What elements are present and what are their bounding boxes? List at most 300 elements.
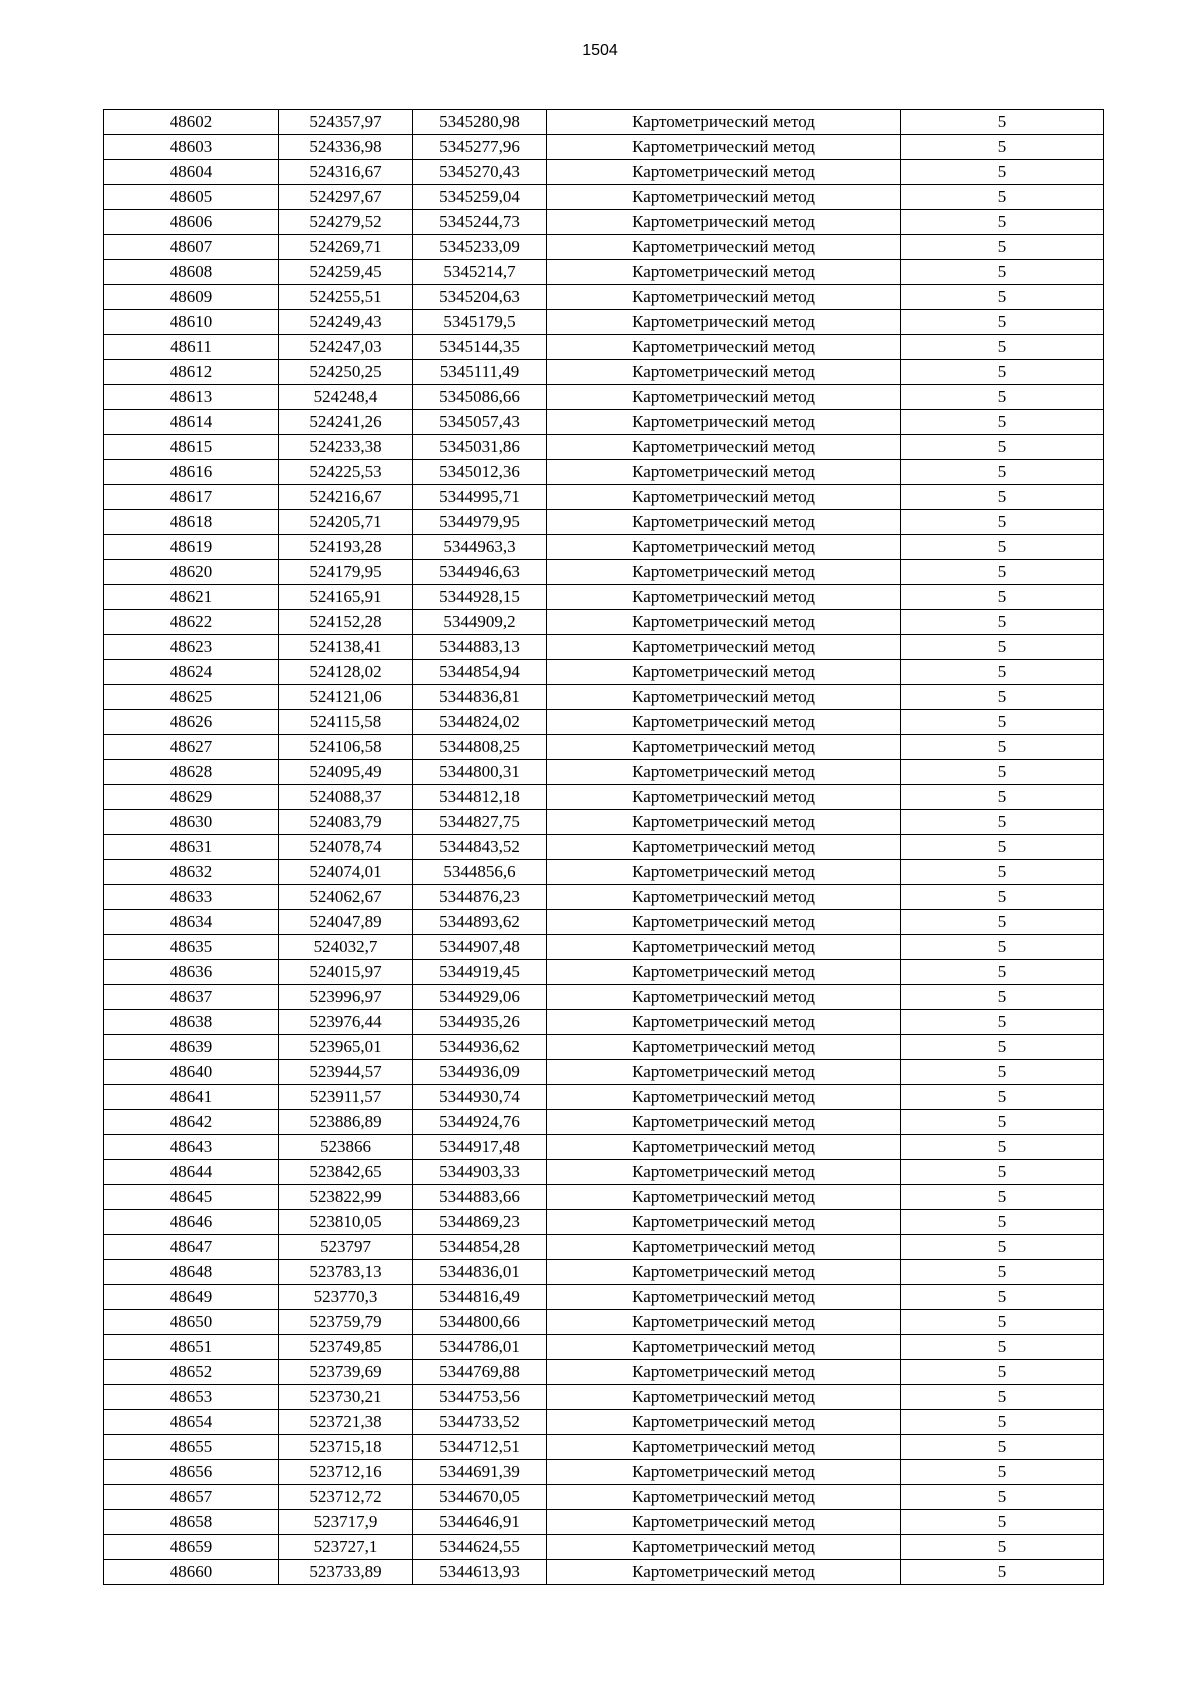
table-row — [104, 210, 1104, 235]
x-coordinate-cell: 524083,79 — [279, 810, 413, 835]
accuracy-cell: 5 — [901, 235, 1104, 260]
x-coordinate-cell: 523886,89 — [279, 1110, 413, 1135]
point-number-cell: 48621 — [104, 585, 279, 610]
y-coordinate-cell: 5344856,6 — [413, 860, 547, 885]
x-coordinate-cell: 524316,67 — [279, 160, 413, 185]
accuracy-cell: 5 — [901, 385, 1104, 410]
point-number-cell: 48631 — [104, 835, 279, 860]
x-coordinate-cell: 523712,72 — [279, 1485, 413, 1510]
method-cell: Картометрический метод — [547, 885, 901, 910]
method-cell: Картометрический метод — [547, 485, 901, 510]
point-number-cell: 48608 — [104, 260, 279, 285]
method-cell: Картометрический метод — [547, 1085, 901, 1110]
method-cell: Картометрический метод — [547, 110, 901, 135]
point-number-cell: 48623 — [104, 635, 279, 660]
method-cell: Картометрический метод — [547, 560, 901, 585]
y-coordinate-cell: 5345214,7 — [413, 260, 547, 285]
table-row — [104, 1335, 1104, 1360]
x-coordinate-cell: 524336,98 — [279, 135, 413, 160]
method-cell: Картометрический метод — [547, 510, 901, 535]
x-coordinate-cell: 523944,57 — [279, 1060, 413, 1085]
x-coordinate-cell: 523911,57 — [279, 1085, 413, 1110]
point-number-cell: 48660 — [104, 1560, 279, 1585]
page-number: 1504 — [582, 42, 618, 59]
y-coordinate-cell: 5344812,18 — [413, 785, 547, 810]
point-number-cell: 48639 — [104, 1035, 279, 1060]
accuracy-cell: 5 — [901, 560, 1104, 585]
point-number-cell: 48611 — [104, 335, 279, 360]
point-number-cell: 48603 — [104, 135, 279, 160]
accuracy-cell: 5 — [901, 985, 1104, 1010]
accuracy-cell: 5 — [901, 885, 1104, 910]
table-row — [104, 1385, 1104, 1410]
accuracy-cell: 5 — [901, 1435, 1104, 1460]
method-cell: Картометрический метод — [547, 1335, 901, 1360]
method-cell: Картометрический метод — [547, 285, 901, 310]
point-number-cell: 48625 — [104, 685, 279, 710]
accuracy-cell: 5 — [901, 1460, 1104, 1485]
y-coordinate-cell: 5344893,62 — [413, 910, 547, 935]
method-cell: Картометрический метод — [547, 235, 901, 260]
accuracy-cell: 5 — [901, 135, 1104, 160]
accuracy-cell: 5 — [901, 760, 1104, 785]
point-number-cell: 48612 — [104, 360, 279, 385]
x-coordinate-cell: 524138,41 — [279, 635, 413, 660]
point-number-cell: 48634 — [104, 910, 279, 935]
accuracy-cell: 5 — [901, 1310, 1104, 1335]
y-coordinate-cell: 5344753,56 — [413, 1385, 547, 1410]
method-cell: Картометрический метод — [547, 760, 901, 785]
point-number-cell: 48602 — [104, 110, 279, 135]
accuracy-cell: 5 — [901, 685, 1104, 710]
table-row — [104, 785, 1104, 810]
table-row — [104, 1485, 1104, 1510]
x-coordinate-cell: 523739,69 — [279, 1360, 413, 1385]
y-coordinate-cell: 5345012,36 — [413, 460, 547, 485]
x-coordinate-cell: 524115,58 — [279, 710, 413, 735]
x-coordinate-cell: 523730,21 — [279, 1385, 413, 1410]
table-row — [104, 135, 1104, 160]
y-coordinate-cell: 5344624,55 — [413, 1535, 547, 1560]
x-coordinate-cell: 524128,02 — [279, 660, 413, 685]
y-coordinate-cell: 5344946,63 — [413, 560, 547, 585]
point-number-cell: 48646 — [104, 1210, 279, 1235]
y-coordinate-cell: 5344979,95 — [413, 510, 547, 535]
x-coordinate-cell: 524357,97 — [279, 110, 413, 135]
x-coordinate-cell: 523996,97 — [279, 985, 413, 1010]
method-cell: Картометрический метод — [547, 1210, 901, 1235]
method-cell: Картометрический метод — [547, 360, 901, 385]
point-number-cell: 48640 — [104, 1060, 279, 1085]
point-number-cell: 48647 — [104, 1235, 279, 1260]
method-cell: Картометрический метод — [547, 335, 901, 360]
method-cell: Картометрический метод — [547, 1435, 901, 1460]
table-row — [104, 1510, 1104, 1535]
table-row — [104, 635, 1104, 660]
accuracy-cell: 5 — [901, 635, 1104, 660]
method-cell: Картометрический метод — [547, 1485, 901, 1510]
y-coordinate-cell: 5344883,13 — [413, 635, 547, 660]
y-coordinate-cell: 5344963,3 — [413, 535, 547, 560]
method-cell: Картометрический метод — [547, 935, 901, 960]
table-row — [104, 1310, 1104, 1335]
accuracy-cell: 5 — [901, 1560, 1104, 1585]
x-coordinate-cell: 524062,67 — [279, 885, 413, 910]
point-number-cell: 48609 — [104, 285, 279, 310]
method-cell: Картометрический метод — [547, 185, 901, 210]
table-row — [104, 460, 1104, 485]
y-coordinate-cell: 5345031,86 — [413, 435, 547, 460]
x-coordinate-cell: 523727,1 — [279, 1535, 413, 1560]
y-coordinate-cell: 5344883,66 — [413, 1185, 547, 1210]
accuracy-cell: 5 — [901, 110, 1104, 135]
x-coordinate-cell: 524248,4 — [279, 385, 413, 410]
table-row — [104, 1285, 1104, 1310]
x-coordinate-cell: 524121,06 — [279, 685, 413, 710]
method-cell: Картометрический метод — [547, 460, 901, 485]
accuracy-cell: 5 — [901, 485, 1104, 510]
point-number-cell: 48632 — [104, 860, 279, 885]
table-row — [104, 435, 1104, 460]
point-number-cell: 48627 — [104, 735, 279, 760]
accuracy-cell: 5 — [901, 310, 1104, 335]
y-coordinate-cell: 5345111,49 — [413, 360, 547, 385]
y-coordinate-cell: 5344854,94 — [413, 660, 547, 685]
y-coordinate-cell: 5345259,04 — [413, 185, 547, 210]
point-number-cell: 48652 — [104, 1360, 279, 1385]
accuracy-cell: 5 — [901, 1360, 1104, 1385]
method-cell: Картометрический метод — [547, 1010, 901, 1035]
method-cell: Картометрический метод — [547, 1410, 901, 1435]
table-row — [104, 185, 1104, 210]
point-number-cell: 48659 — [104, 1535, 279, 1560]
method-cell: Картометрический метод — [547, 735, 901, 760]
y-coordinate-cell: 5345270,43 — [413, 160, 547, 185]
table-row — [104, 1435, 1104, 1460]
table-row — [104, 760, 1104, 785]
table-row — [104, 1460, 1104, 1485]
point-number-cell: 48651 — [104, 1335, 279, 1360]
x-coordinate-cell: 523749,85 — [279, 1335, 413, 1360]
point-number-cell: 48624 — [104, 660, 279, 685]
point-number-cell: 48653 — [104, 1385, 279, 1410]
table-row — [104, 1210, 1104, 1235]
y-coordinate-cell: 5344816,49 — [413, 1285, 547, 1310]
method-cell: Картометрический метод — [547, 1285, 901, 1310]
x-coordinate-cell: 523715,18 — [279, 1435, 413, 1460]
coordinates-table-body — [104, 110, 1104, 1585]
accuracy-cell: 5 — [901, 710, 1104, 735]
accuracy-cell: 5 — [901, 285, 1104, 310]
point-number-cell: 48619 — [104, 535, 279, 560]
table-row — [104, 310, 1104, 335]
x-coordinate-cell: 524074,01 — [279, 860, 413, 885]
y-coordinate-cell: 5344935,26 — [413, 1010, 547, 1035]
table-row — [104, 960, 1104, 985]
x-coordinate-cell: 524250,25 — [279, 360, 413, 385]
method-cell: Картометрический метод — [547, 660, 901, 685]
method-cell: Картометрический метод — [547, 1035, 901, 1060]
y-coordinate-cell: 5345179,5 — [413, 310, 547, 335]
accuracy-cell: 5 — [901, 1510, 1104, 1535]
point-number-cell: 48622 — [104, 610, 279, 635]
point-number-cell: 48615 — [104, 435, 279, 460]
y-coordinate-cell: 5344712,51 — [413, 1435, 547, 1460]
table-row — [104, 1360, 1104, 1385]
x-coordinate-cell: 524249,43 — [279, 310, 413, 335]
y-coordinate-cell: 5344928,15 — [413, 585, 547, 610]
accuracy-cell: 5 — [901, 260, 1104, 285]
method-cell: Картометрический метод — [547, 1310, 901, 1335]
y-coordinate-cell: 5344909,2 — [413, 610, 547, 635]
accuracy-cell: 5 — [901, 960, 1104, 985]
y-coordinate-cell: 5344876,23 — [413, 885, 547, 910]
method-cell: Картометрический метод — [547, 435, 901, 460]
table-row — [104, 1185, 1104, 1210]
method-cell: Картометрический метод — [547, 610, 901, 635]
table-row — [104, 860, 1104, 885]
x-coordinate-cell: 524078,74 — [279, 835, 413, 860]
point-number-cell: 48606 — [104, 210, 279, 235]
point-number-cell: 48654 — [104, 1410, 279, 1435]
accuracy-cell: 5 — [901, 1135, 1104, 1160]
point-number-cell: 48638 — [104, 1010, 279, 1035]
point-number-cell: 48620 — [104, 560, 279, 585]
y-coordinate-cell: 5344800,31 — [413, 760, 547, 785]
accuracy-cell: 5 — [901, 660, 1104, 685]
accuracy-cell: 5 — [901, 1210, 1104, 1235]
method-cell: Картометрический метод — [547, 585, 901, 610]
method-cell: Картометрический метод — [547, 210, 901, 235]
y-coordinate-cell: 5344691,39 — [413, 1460, 547, 1485]
point-number-cell: 48630 — [104, 810, 279, 835]
x-coordinate-cell: 524247,03 — [279, 335, 413, 360]
method-cell: Картометрический метод — [547, 685, 901, 710]
table-row — [104, 810, 1104, 835]
accuracy-cell: 5 — [901, 435, 1104, 460]
method-cell: Картометрический метод — [547, 1460, 901, 1485]
y-coordinate-cell: 5344930,74 — [413, 1085, 547, 1110]
accuracy-cell: 5 — [901, 1385, 1104, 1410]
x-coordinate-cell: 524216,67 — [279, 485, 413, 510]
table-row — [104, 560, 1104, 585]
y-coordinate-cell: 5344936,09 — [413, 1060, 547, 1085]
table-row — [104, 385, 1104, 410]
x-coordinate-cell: 524165,91 — [279, 585, 413, 610]
x-coordinate-cell: 523717,9 — [279, 1510, 413, 1535]
table-row — [104, 360, 1104, 385]
point-number-cell: 48614 — [104, 410, 279, 435]
method-cell: Картометрический метод — [547, 785, 901, 810]
point-number-cell: 48645 — [104, 1185, 279, 1210]
method-cell: Картометрический метод — [547, 860, 901, 885]
point-number-cell: 48613 — [104, 385, 279, 410]
y-coordinate-cell: 5344827,75 — [413, 810, 547, 835]
accuracy-cell: 5 — [901, 535, 1104, 560]
point-number-cell: 48628 — [104, 760, 279, 785]
method-cell: Картометрический метод — [547, 135, 901, 160]
x-coordinate-cell: 523770,3 — [279, 1285, 413, 1310]
x-coordinate-cell: 523976,44 — [279, 1010, 413, 1035]
x-coordinate-cell: 524032,7 — [279, 935, 413, 960]
y-coordinate-cell: 5344670,05 — [413, 1485, 547, 1510]
accuracy-cell: 5 — [901, 1185, 1104, 1210]
method-cell: Картометрический метод — [547, 1560, 901, 1585]
method-cell: Картометрический метод — [547, 1185, 901, 1210]
table-row — [104, 260, 1104, 285]
x-coordinate-cell: 524269,71 — [279, 235, 413, 260]
y-coordinate-cell: 5345280,98 — [413, 110, 547, 135]
table-row — [104, 985, 1104, 1010]
x-coordinate-cell: 524193,28 — [279, 535, 413, 560]
table-row — [104, 1410, 1104, 1435]
table-row — [104, 910, 1104, 935]
y-coordinate-cell: 5344854,28 — [413, 1235, 547, 1260]
y-coordinate-cell: 5344824,02 — [413, 710, 547, 735]
table-row — [104, 1010, 1104, 1035]
y-coordinate-cell: 5344786,01 — [413, 1335, 547, 1360]
method-cell: Картометрический метод — [547, 1110, 901, 1135]
x-coordinate-cell: 523822,99 — [279, 1185, 413, 1210]
x-coordinate-cell: 524095,49 — [279, 760, 413, 785]
table-row — [104, 1160, 1104, 1185]
accuracy-cell: 5 — [901, 1110, 1104, 1135]
x-coordinate-cell: 524279,52 — [279, 210, 413, 235]
table-row — [104, 1035, 1104, 1060]
table-row — [104, 1260, 1104, 1285]
accuracy-cell: 5 — [901, 610, 1104, 635]
x-coordinate-cell: 524015,97 — [279, 960, 413, 985]
x-coordinate-cell: 523733,89 — [279, 1560, 413, 1585]
y-coordinate-cell: 5344808,25 — [413, 735, 547, 760]
y-coordinate-cell: 5344646,91 — [413, 1510, 547, 1535]
x-coordinate-cell: 524259,45 — [279, 260, 413, 285]
y-coordinate-cell: 5344924,76 — [413, 1110, 547, 1135]
accuracy-cell: 5 — [901, 460, 1104, 485]
coordinates-table — [103, 109, 1104, 1585]
method-cell: Картометрический метод — [547, 635, 901, 660]
y-coordinate-cell: 5344869,23 — [413, 1210, 547, 1235]
table-row — [104, 1110, 1104, 1135]
accuracy-cell: 5 — [901, 735, 1104, 760]
point-number-cell: 48617 — [104, 485, 279, 510]
point-number-cell: 48635 — [104, 935, 279, 960]
point-number-cell: 48607 — [104, 235, 279, 260]
table-row — [104, 410, 1104, 435]
y-coordinate-cell: 5344936,62 — [413, 1035, 547, 1060]
accuracy-cell: 5 — [901, 210, 1104, 235]
method-cell: Картометрический метод — [547, 1160, 901, 1185]
accuracy-cell: 5 — [901, 1010, 1104, 1035]
method-cell: Картометрический метод — [547, 260, 901, 285]
table-row — [104, 685, 1104, 710]
accuracy-cell: 5 — [901, 160, 1104, 185]
x-coordinate-cell: 523721,38 — [279, 1410, 413, 1435]
point-number-cell: 48618 — [104, 510, 279, 535]
y-coordinate-cell: 5345244,73 — [413, 210, 547, 235]
table-row — [104, 585, 1104, 610]
y-coordinate-cell: 5344843,52 — [413, 835, 547, 860]
accuracy-cell: 5 — [901, 185, 1104, 210]
x-coordinate-cell: 524297,67 — [279, 185, 413, 210]
x-coordinate-cell: 523783,13 — [279, 1260, 413, 1285]
point-number-cell: 48650 — [104, 1310, 279, 1335]
method-cell: Картометрический метод — [547, 1535, 901, 1560]
point-number-cell: 48644 — [104, 1160, 279, 1185]
accuracy-cell: 5 — [901, 585, 1104, 610]
point-number-cell: 48605 — [104, 185, 279, 210]
x-coordinate-cell: 524255,51 — [279, 285, 413, 310]
y-coordinate-cell: 5345144,35 — [413, 335, 547, 360]
y-coordinate-cell: 5345057,43 — [413, 410, 547, 435]
method-cell: Картометрический метод — [547, 910, 901, 935]
y-coordinate-cell: 5344733,52 — [413, 1410, 547, 1435]
table-row — [104, 1060, 1104, 1085]
table-row — [104, 285, 1104, 310]
point-number-cell: 48649 — [104, 1285, 279, 1310]
accuracy-cell: 5 — [901, 1235, 1104, 1260]
accuracy-cell: 5 — [901, 360, 1104, 385]
point-number-cell: 48656 — [104, 1460, 279, 1485]
table-row — [104, 835, 1104, 860]
accuracy-cell: 5 — [901, 1410, 1104, 1435]
x-coordinate-cell: 523842,65 — [279, 1160, 413, 1185]
x-coordinate-cell: 523797 — [279, 1235, 413, 1260]
y-coordinate-cell: 5344919,45 — [413, 960, 547, 985]
accuracy-cell: 5 — [901, 1485, 1104, 1510]
method-cell: Картометрический метод — [547, 310, 901, 335]
y-coordinate-cell: 5344907,48 — [413, 935, 547, 960]
x-coordinate-cell: 524241,26 — [279, 410, 413, 435]
x-coordinate-cell: 524106,58 — [279, 735, 413, 760]
accuracy-cell: 5 — [901, 810, 1104, 835]
method-cell: Картометрический метод — [547, 1385, 901, 1410]
table-row — [104, 110, 1104, 135]
x-coordinate-cell: 523965,01 — [279, 1035, 413, 1060]
table-row — [104, 335, 1104, 360]
accuracy-cell: 5 — [901, 1085, 1104, 1110]
method-cell: Картометрический метод — [547, 1235, 901, 1260]
method-cell: Картометрический метод — [547, 810, 901, 835]
x-coordinate-cell: 524225,53 — [279, 460, 413, 485]
point-number-cell: 48637 — [104, 985, 279, 1010]
x-coordinate-cell: 524088,37 — [279, 785, 413, 810]
method-cell: Картометрический метод — [547, 1260, 901, 1285]
x-coordinate-cell: 524179,95 — [279, 560, 413, 585]
table-row — [104, 610, 1104, 635]
table-row — [104, 885, 1104, 910]
accuracy-cell: 5 — [901, 1335, 1104, 1360]
point-number-cell: 48648 — [104, 1260, 279, 1285]
method-cell: Картометрический метод — [547, 535, 901, 560]
accuracy-cell: 5 — [901, 410, 1104, 435]
accuracy-cell: 5 — [901, 1060, 1104, 1085]
accuracy-cell: 5 — [901, 510, 1104, 535]
accuracy-cell: 5 — [901, 785, 1104, 810]
y-coordinate-cell: 5345233,09 — [413, 235, 547, 260]
y-coordinate-cell: 5344800,66 — [413, 1310, 547, 1335]
point-number-cell: 48655 — [104, 1435, 279, 1460]
table-row — [104, 1085, 1104, 1110]
y-coordinate-cell: 5345086,66 — [413, 385, 547, 410]
table-row — [104, 485, 1104, 510]
point-number-cell: 48626 — [104, 710, 279, 735]
point-number-cell: 48642 — [104, 1110, 279, 1135]
method-cell: Картометрический метод — [547, 985, 901, 1010]
x-coordinate-cell: 524152,28 — [279, 610, 413, 635]
point-number-cell: 48604 — [104, 160, 279, 185]
point-number-cell: 48616 — [104, 460, 279, 485]
